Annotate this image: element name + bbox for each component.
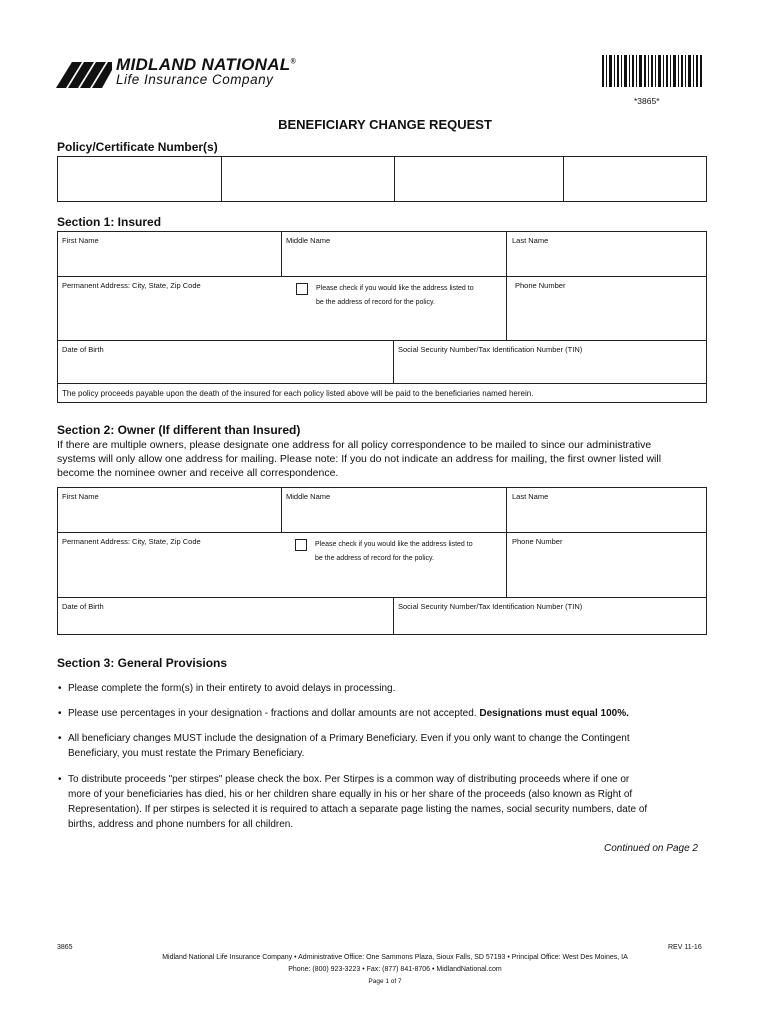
revision-number: REV 11-16: [668, 944, 702, 951]
policy-number-field-2[interactable]: [222, 157, 393, 201]
page-title: BENEFICIARY CHANGE REQUEST: [278, 117, 492, 132]
insured-middle-name-field[interactable]: Middle Name: [286, 236, 331, 245]
policy-number-field-3[interactable]: [395, 157, 562, 201]
owner-checkbox-label-1: Please check if you would like the address listed to: [315, 541, 473, 548]
insured-last-name-field[interactable]: Last Name: [512, 236, 549, 245]
proceeds-note: The policy proceeds payable upon the death of the insured for each policy listed above will be paid to the beneficiaries named herein.: [62, 389, 534, 398]
midland-stripes-icon: [56, 58, 112, 88]
insured-checkbox-label-1: Please check if you would like the address listed to: [316, 285, 474, 292]
section-2-intro-line-2: systems will only allow one address for mailing. Please note: If you do not indicate an address for mailing, the first owner listed will: [57, 453, 662, 465]
provision-bullet-3: • All beneficiary changes MUST include the designation of a Primary Beneficiary. Even if you only want to change the Contingent Beneficiary, you must restate the Primary Beneficiary.: [58, 733, 630, 759]
barcode-number: *3865*: [634, 96, 660, 106]
owner-checkbox-label-2: be the address of record for the policy.: [315, 555, 434, 562]
owner-last-name-field[interactable]: Last Name: [512, 492, 549, 501]
insured-address-field[interactable]: Permanent Address: City, State, Zip Code: [62, 281, 201, 290]
insured-ssn-field[interactable]: Social Security Number/Tax Identification Number (TIN): [398, 345, 583, 354]
section-2-heading: Section 2: Owner (If different than Insured): [57, 423, 301, 437]
continued-note: Continued on Page 2: [604, 843, 698, 854]
owner-ssn-field[interactable]: Social Security Number/Tax Identification Number (TIN): [398, 602, 583, 611]
owner-address-field[interactable]: Permanent Address: City, State, Zip Code: [62, 537, 201, 546]
section-1-heading: Section 1: Insured: [57, 215, 162, 229]
insured-table: [57, 231, 707, 403]
insured-address-of-record-checkbox[interactable]: [296, 283, 308, 295]
owner-middle-name-field[interactable]: Middle Name: [286, 492, 331, 501]
owner-address-of-record-checkbox[interactable]: [295, 539, 307, 551]
policy-number-field-1[interactable]: [58, 157, 220, 201]
policy-number-field-4[interactable]: [564, 157, 706, 201]
section-2-intro-line-3: become the nominee owner and receive all correspondence.: [57, 467, 339, 479]
company-subtitle: Life Insurance Company: [116, 72, 274, 87]
footer-contact-line: Phone: (800) 923-3223 • Fax: (877) 841-8706 • MidlandNational.com: [288, 966, 502, 973]
owner-dob-field[interactable]: Date of Birth: [62, 602, 104, 611]
insured-dob-field[interactable]: Date of Birth: [62, 345, 104, 354]
insured-first-name-field[interactable]: First Name: [62, 236, 99, 245]
provision-bullet-2: • Please use percentages in your designation - fractions and dollar amounts are not accepted. Designations must equal 100%.: [58, 708, 629, 719]
owner-first-name-field[interactable]: First Name: [62, 492, 99, 501]
owner-phone-field[interactable]: Phone Number: [512, 537, 563, 546]
insured-checkbox-label-2: be the address of record for the policy.: [316, 299, 435, 306]
footer-address-line: Midland National Life Insurance Company • Administrative Office: One Sammons Plaza, Sioux Falls, SD 57193 • Principal Office: West Des Moines, IA: [162, 954, 628, 961]
provision-bullet-4: • To distribute proceeds "per stirpes" please check the box. Per Stirpes is a common way of distributing proceeds where if one or more of your beneficiaries has died, his or her children share equally in his or her share of the proceeds (also known as Right of Representation). If per stirpes is selected it is required to attach a separate page listing the names, social security numbers, date of births, address and phone numbers for all children.: [58, 774, 648, 830]
barcode-icon: [602, 55, 702, 87]
page-number: Page 1 of 7: [368, 978, 402, 985]
form-number: 3865: [57, 944, 73, 951]
policy-number-label: Policy/Certificate Number(s): [57, 140, 218, 154]
insured-phone-field[interactable]: Phone Number: [515, 281, 566, 290]
section-3-heading: Section 3: General Provisions: [57, 656, 228, 670]
section-2-intro-line-1: If there are multiple owners, please designate one address for all policy correspondence to be mailed to since our administrative: [57, 439, 652, 451]
company-name: MIDLAND NATIONAL®: [116, 55, 296, 74]
provision-bullet-1: • Please complete the form(s) in their entirety to avoid delays in processing.: [58, 683, 396, 694]
